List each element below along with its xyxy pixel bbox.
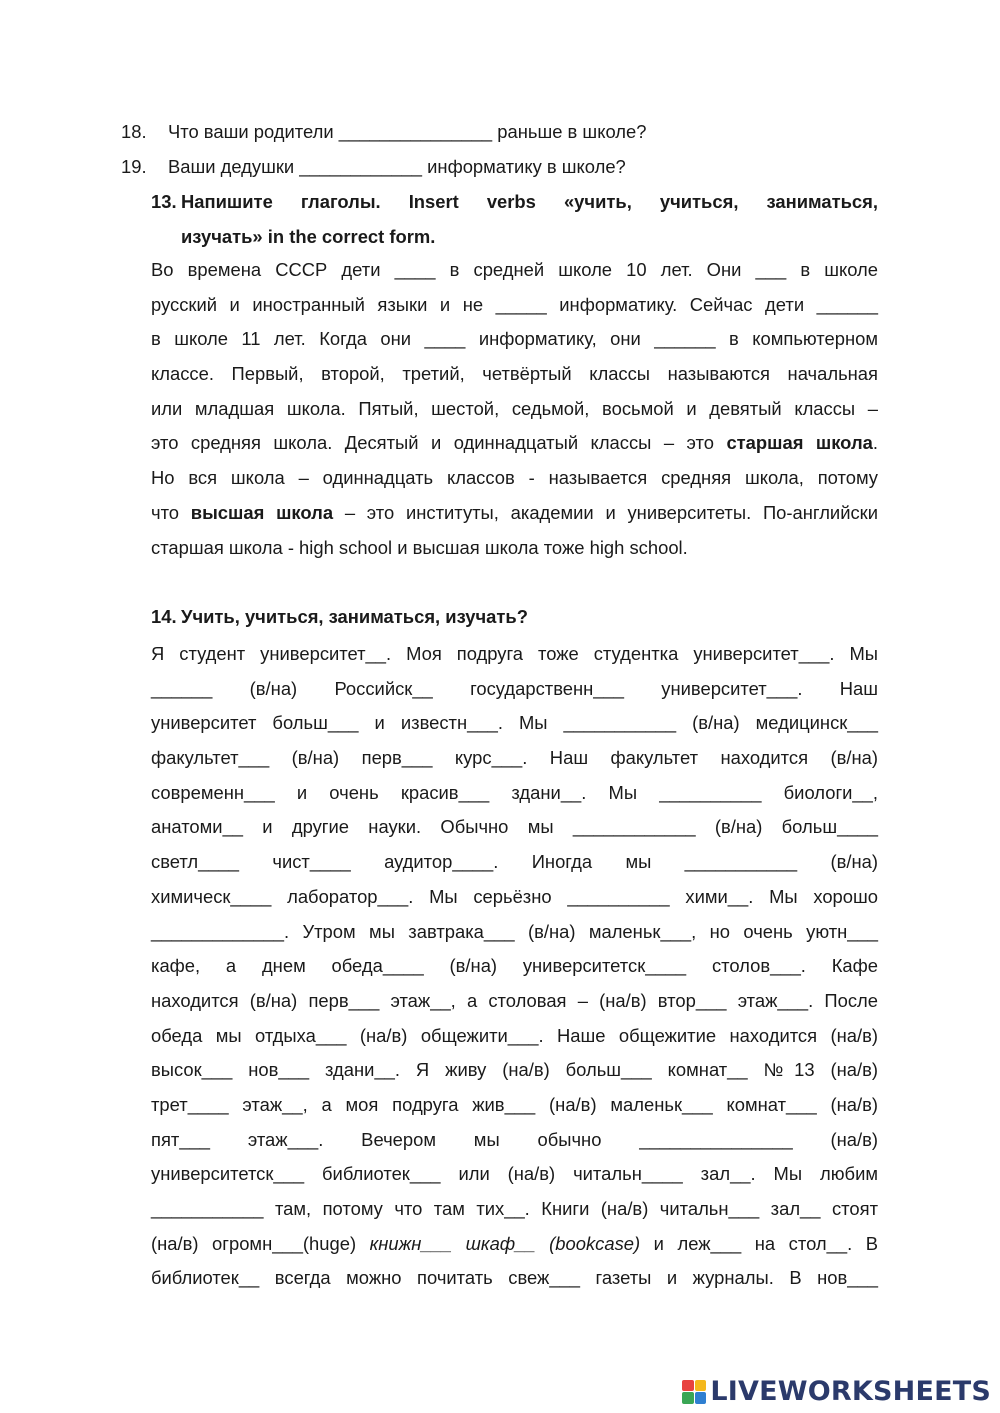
exercise-13-text: [151, 253, 878, 565]
text-line: классе. Первый, второй, третий, четвёртый классы называются начальная: [151, 363, 878, 385]
text-line: пят___ этаж___. Вечером мы обычно _______________ (на/в): [151, 1128, 878, 1150]
text-line: Я студент университет__. Моя подруга тоже студентка университет___. Мы: [151, 643, 878, 664]
question-19: [121, 156, 626, 178]
text-line: факультет___ (в/на) перв___ курс___. Наш факультет находится (в/на): [151, 747, 878, 769]
text-line: Во времена СССР дети ____ в средней школе 10 лет. Они ___ в школе: [151, 259, 878, 280]
exercise-13-title-line1: Напишите глаголы. Insert verbs «учить, учиться, заниматься,: [181, 191, 878, 212]
text-line: трет____ этаж__, а моя подруга жив___ (на/в) маленьк___ комнат___ (на/в): [151, 1093, 878, 1115]
exercise-13-title-line2: изучать» in the correct form.: [181, 226, 436, 247]
logo-icon: [682, 1380, 706, 1404]
text-line: высок___ нов___ здани__. Я живу (на/в) больш___ комнат__ №13 (на/в): [151, 1059, 878, 1081]
exercise-13-title: [151, 191, 878, 213]
text-segment: что: [151, 501, 191, 523]
text-line: библиотек__ всегда можно почитать свеж___ газеты и журналы. В нов___: [151, 1267, 878, 1289]
exercise-number: 14.: [151, 606, 177, 627]
text-segment: это средняя школа. Десятый и одиннадцатый классы – это: [151, 432, 727, 454]
logo-square-blue: [695, 1392, 707, 1404]
exercise-14-text: [151, 637, 878, 1296]
text-line: русский и иностранный языки и не _____ информатику. Сейчас дети ______: [151, 293, 878, 315]
text-line: [151, 496, 878, 531]
text-line: химическ____ лаборатор___. Мы серьёзно __________ хими__. Мы хорошо: [151, 885, 878, 907]
text-line: обеда мы отдыха___ (на/в) общежити___. Наше общежитие находится (на/в): [151, 1024, 878, 1046]
bold-term: высшая школа: [190, 501, 334, 523]
question-number: 19.: [121, 156, 147, 177]
bold-term: старшая школа: [726, 432, 873, 454]
question-number: 18.: [121, 121, 147, 142]
text-segment: и леж___ на стол__. В: [640, 1232, 878, 1254]
text-line: университетск___ библиотек___ или (на/в) читальн____ зал__. Мы любим: [151, 1163, 878, 1185]
text-line: современн___ и очень красив___ здани__. Мы __________ биологи__,: [151, 781, 878, 803]
logo-text: LIVEWORKSHEETS: [710, 1376, 991, 1407]
text-line: или младшая школа. Пятый, шестой, седьмой, восьмой и девятый классы –: [151, 397, 878, 419]
logo-square-green: [682, 1392, 694, 1404]
text-segment: .: [872, 432, 878, 454]
text-line: анатоми__ и другие науки. Обычно мы ____________ (в/на) больш____: [151, 816, 878, 838]
text-line: [151, 426, 878, 461]
italic-term: книжн___ шкаф__ (bookcase): [369, 1232, 641, 1254]
text-line: в школе 11 лет. Когда они ____ информатику, они ______ в компьютерном: [151, 328, 878, 350]
question-18: [121, 121, 646, 143]
question-text: Что ваши родители _______________ раньше в школе?: [168, 121, 647, 142]
text-line: кафе, а днем обеда____ (в/на) университетск____ столов___. Кафе: [151, 955, 878, 977]
exercise-14-title-text: Учить, учиться, заниматься, изучать?: [181, 606, 528, 627]
exercise-number: 13.: [151, 191, 177, 212]
text-line: ___________ там, потому что там тих__. Книги (на/в) читальн___ зал__ стоят: [151, 1198, 878, 1219]
text-line: ______ (в/на) Российск__ государственн___ университет___. Наш: [151, 677, 878, 699]
text-segment: (на/в) огромн___(huge): [151, 1232, 370, 1254]
text-line: Но вся школа – одиннадцать классов - называется средняя школа, потому: [151, 467, 878, 489]
exercise-14-title: [151, 606, 528, 628]
text-line: _____________. Утром мы завтрака___ (в/на) маленьк___, но очень уютн___: [151, 920, 878, 942]
text-line: светл____ чист____ аудитор____. Иногда мы ___________ (в/на): [151, 851, 878, 873]
text-line: [151, 1227, 878, 1262]
text-line: находится (в/на) перв___ этаж__, а столовая – (на/в) втор___ этаж___. После: [151, 989, 878, 1011]
liveworksheets-logo: [682, 1376, 991, 1407]
text-line: старшая школа - high school и высшая школа тоже high school.: [151, 536, 688, 558]
text-segment: – это институты, академии и университеты. По-английски: [333, 501, 878, 523]
text-line: университет больш___ и известн___. Мы ___________ (в/на) медицинск___: [151, 712, 878, 734]
question-text: Ваши дедушки ____________ информатику в школе?: [168, 156, 626, 177]
logo-square-red: [682, 1380, 694, 1392]
logo-square-yellow: [695, 1380, 707, 1392]
